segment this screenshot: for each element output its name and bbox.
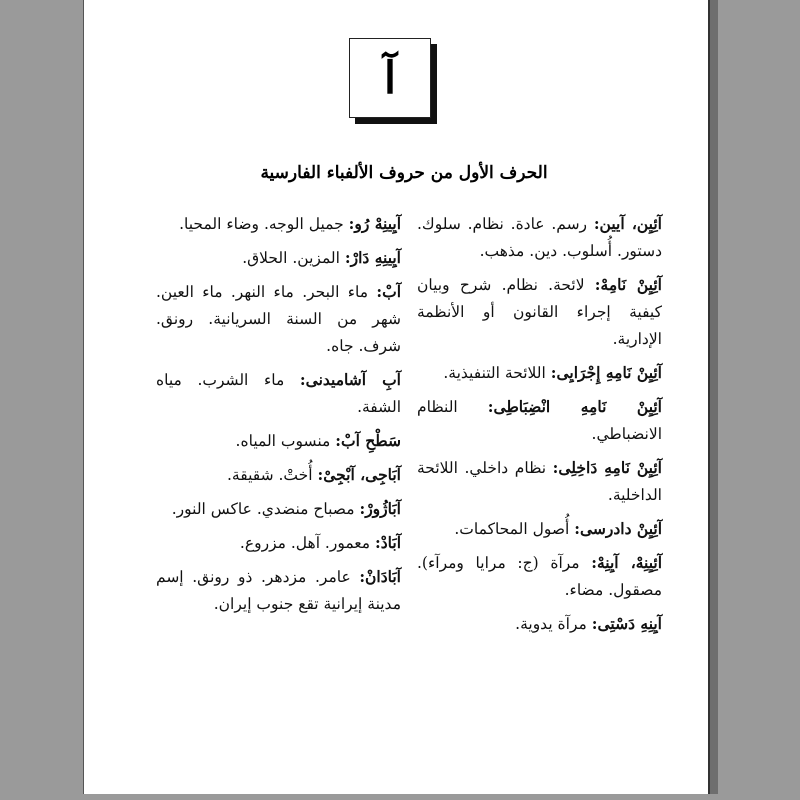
entry-definition: اللائحة التنفيذية. xyxy=(443,364,546,382)
entry-definition: النظام الانضباطي. xyxy=(417,398,662,443)
dictionary-entry xyxy=(417,393,662,448)
entry-term: آيِينِهْ رُو: xyxy=(348,214,401,233)
entry-term: آيِنِهِ دَسْتِى: xyxy=(591,614,662,633)
entry-term: آئِيِنْ نَامِهِ دَاخِلِى: xyxy=(552,458,662,477)
right-column xyxy=(417,210,662,644)
entry-definition: ماء البحر. ماء النهر. ماء العين. شهر من السنة السريانية. رونق. شرف. جاه. xyxy=(156,283,401,355)
entry-term: آبَادْ: xyxy=(375,533,401,552)
entry-term: آبَاژُورْ: xyxy=(359,499,401,518)
entry-term: آبِ آشاميدنى: xyxy=(299,370,401,389)
dictionary-entry xyxy=(156,366,401,421)
entry-definition: منسوب المياه. xyxy=(235,432,331,450)
entry-definition: نظام داخلي. اللائحة الداخلية. xyxy=(417,459,662,504)
entry-definition: عامر. مزدهر. ذو رونق. إسم مدينة إيرانية تقع جنوب إيران. xyxy=(156,568,401,613)
entry-term: آيِينِهِ دَارْ: xyxy=(344,248,401,267)
page-edge-shadow xyxy=(710,0,718,794)
dictionary-entry xyxy=(156,278,401,360)
entry-definition: مرآة يدوية. xyxy=(515,615,587,633)
entry-term: آئِيِنْ دادرسى: xyxy=(574,519,662,538)
dictionary-entry xyxy=(156,427,401,455)
entry-term: آبَاجِى، آبْجِىْ: xyxy=(317,465,401,484)
entry-definition: مصباح منضدي. عاكس النور. xyxy=(171,500,355,518)
entry-definition: جميل الوجه. وضاء المحيا. xyxy=(179,215,344,233)
entry-definition: أُختْ. شقيقة. xyxy=(227,466,313,484)
dictionary-entry xyxy=(156,461,401,489)
entry-definition: أُصول المحاكمات. xyxy=(454,520,570,538)
dictionary-entry xyxy=(156,529,401,557)
section-letter: آ xyxy=(383,52,397,104)
entry-definition: مرآة (ج: مرايا ومرآء). مصقول. مضاء. xyxy=(417,554,662,599)
entry-term: سَطْحِ آبْ: xyxy=(335,431,401,450)
entry-definition: لائحة. نظام. شرح وبيان كيفية إجراء القانون أو الأنظمة الإدارية. xyxy=(417,276,662,348)
left-column xyxy=(156,210,401,624)
entry-definition: معمور. آهل. مزروع. xyxy=(239,534,371,552)
dictionary-entry xyxy=(417,271,662,353)
dictionary-entry xyxy=(417,359,662,387)
dictionary-entry xyxy=(156,244,401,272)
dictionary-entry xyxy=(417,549,662,604)
entry-term: آئِيِن، آيين: xyxy=(593,214,662,233)
entry-definition: المزين. الحلاق. xyxy=(242,249,340,267)
section-letter-box xyxy=(349,38,431,118)
entry-term: آبْ: xyxy=(376,282,401,301)
entry-term: آبَادَانْ: xyxy=(359,567,401,586)
dictionary-entry xyxy=(417,210,662,265)
dictionary-page xyxy=(83,0,710,794)
section-heading: الحرف الأول من حروف الألفباء الفارسية xyxy=(260,163,548,183)
entry-term: آئِيِنِهْ، آيِنِهْ: xyxy=(591,553,662,572)
dictionary-entry xyxy=(156,563,401,618)
dictionary-entry xyxy=(156,210,401,238)
entry-definition: ماء الشرب. مياه الشفة. xyxy=(156,371,401,416)
entry-term: آئِيِنْ نَامِهِ إِجْرَايِى: xyxy=(550,363,662,382)
entry-term: آئِيِنْ نَامِهِ انْضِبَاطِى: xyxy=(487,397,662,416)
dictionary-entry xyxy=(417,515,662,543)
entry-definition: رسم. عادة. نظام. سلوك. دستور. أُسلوب. دين. مذهب. xyxy=(417,215,662,260)
dictionary-entry xyxy=(417,610,662,638)
dictionary-entry xyxy=(417,454,662,509)
entry-term: آئِيِنْ نَامِهْ: xyxy=(594,275,662,294)
dictionary-entry xyxy=(156,495,401,523)
